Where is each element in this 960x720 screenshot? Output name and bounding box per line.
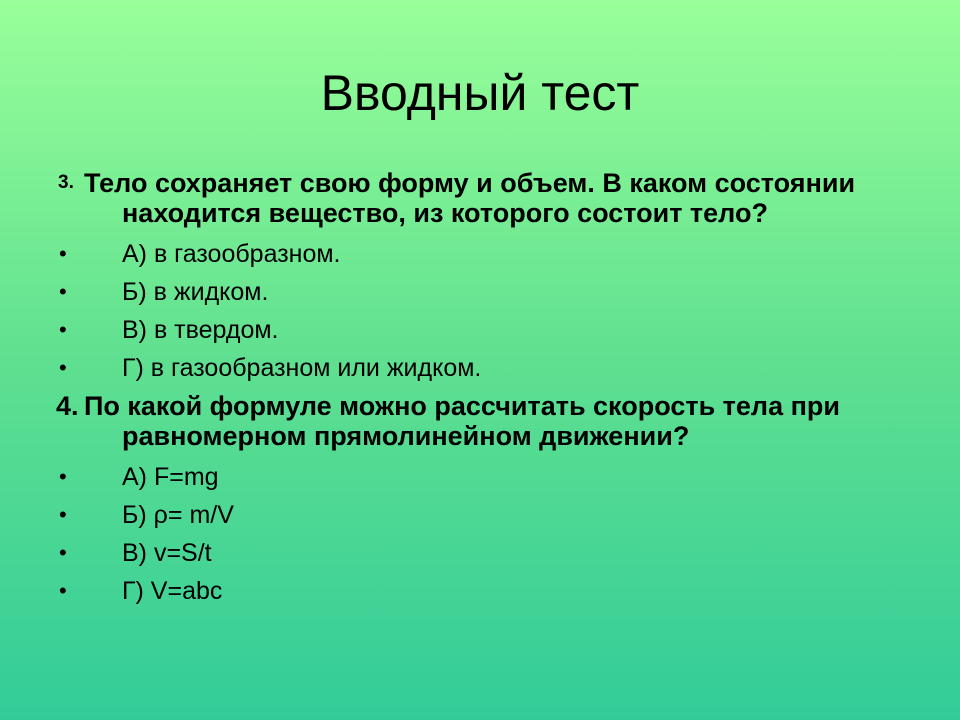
answer-item — [56, 572, 936, 610]
bullet-icon: • — [59, 578, 67, 603]
question-4 — [56, 391, 936, 451]
answer-text: В) в твердом. — [122, 316, 279, 344]
answer-item — [56, 311, 936, 349]
bullet-icon: • — [59, 317, 67, 342]
question-text: Тело сохраняет свою форму и объем. В каком состоянии находится вещество, из которого состоит тело? — [84, 168, 856, 228]
question-number: 3. — [58, 172, 74, 193]
question-3 — [56, 168, 936, 228]
answer-item — [56, 496, 936, 534]
answer-item — [56, 349, 936, 387]
answer-text: Г) в газообразном или жидком. — [122, 354, 482, 382]
slide-content — [56, 168, 936, 610]
answer-text: А) F=mg — [122, 463, 219, 491]
answer-text: Б) в жидком. — [122, 278, 269, 306]
bullet-icon: • — [59, 502, 67, 527]
answer-item — [56, 235, 936, 273]
bullet-icon: • — [59, 241, 67, 266]
answer-text: А) в газообразном. — [122, 240, 341, 268]
answer-text: В) v=S/t — [122, 539, 212, 567]
bullet-icon: • — [59, 279, 67, 304]
bullet-icon: • — [59, 464, 67, 489]
answer-text: Б) ρ= m/V — [122, 501, 234, 529]
bullet-icon: • — [59, 540, 67, 565]
bullet-icon: • — [59, 355, 67, 380]
answer-text: Г) V=abc — [122, 577, 223, 605]
answer-item — [56, 273, 936, 311]
question-number: 4. — [56, 391, 79, 421]
answer-item — [56, 458, 936, 496]
answer-item — [56, 534, 936, 572]
slide-title: Вводный тест — [320, 65, 640, 121]
question-text: По какой формуле можно рассчитать скорость тела при равномерном прямолинейном движении? — [84, 391, 840, 451]
